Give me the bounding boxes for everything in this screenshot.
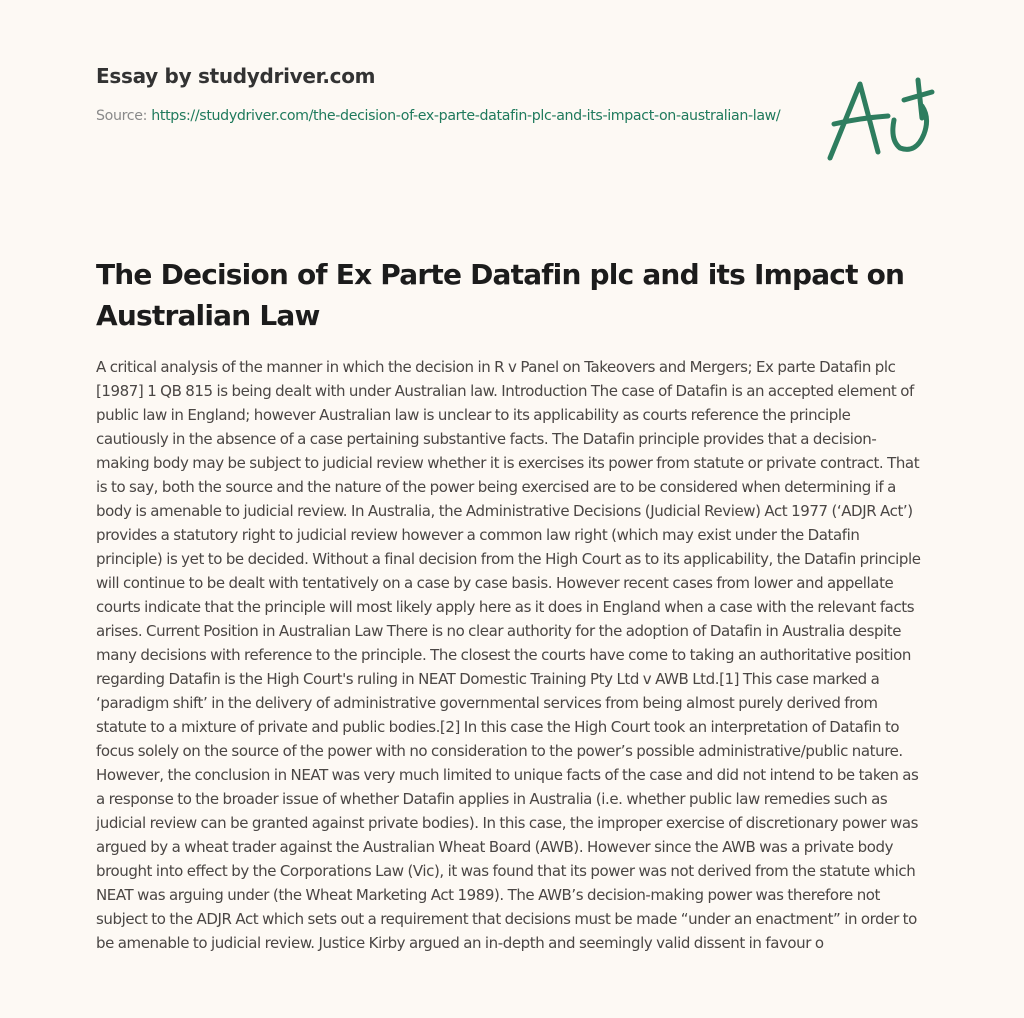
site-header	[96, 64, 796, 128]
article-body: A critical analysis of the manner in which the decision in R v Panel on Takeovers and Mergers; Ex parte Datafin plc [1987] 1 QB 815 is being dealt with under Australian law. Introduction The case of Datafin is an accepted element of public law in England; however Australian law is unclear to its applicability as courts reference the principle cautiously in the absence of a case pertaining substantive facts. The Datafin principle provides that a decision-making body may be subject to judicial review whether it is exercises its power from statute or private contract. That is to say, both the source and the nature of the power being exercised are to be considered when determining if a body is amenable to judicial review. In Australia, the Administrative Decisions (Judicial Review) Act 1977 (‘ADJR Act’) provides a statutory right to judicial review however a common law right (which may exist under the Datafin principle) is yet to be decided. Without a final decision from the High Court as to its applicability, the Datafin principle will continue to be dealt with tentatively on a case by case basis. However recent cases from lower and appellate courts indicate that the principle will most likely apply here as it does in England when a case with the relevant facts arises. Current Position in Australian Law There is no clear authority for the adoption of Datafin in Australia despite many decisions with reference to the principle. The closest the courts have come to taking an authoritative position regarding Datafin is the High Court's ruling in NEAT Domestic Training Pty Ltd v AWB Ltd.[1] This case marked a ‘paradigm shift’ in the delivery of administrative governmental services from being almost purely derived from statute to a mixture of private and public bodies.[2] In this case the High Court took an interpretation of Datafin to focus solely on the source of the power with no consideration to the power’s possible administrative/public nature. However, the conclusion in NEAT was very much limited to unique facts of the case and did not intend to be taken as a response to the broader issue of whether Datafin applies in Australia (i.e. whether public law remedies such as judicial review can be granted against private bodies). In this case, the improper exercise of discretionary power was argued by a wheat trader against the Australian Wheat Board (AWB). However since the AWB was a private body brought into effect by the Corporations Law (Vic), it was found that its power was not derived from the statute which NEAT was arguing under (the Wheat Marketing Act 1989). The AWB’s decision-making power was therefore not subject to the ADJR Act which sets out a requirement that decisions must be made “under an enactment” in order to be amenable to judicial review. Justice Kirby argued an in-depth and seemingly valid dissent in favour o	[96, 358, 921, 952]
source-link[interactable]: https://studydriver.com/the-decision-of-ex-parte-datafin-plc-and-its-impact-on-australian-law/	[151, 108, 781, 124]
brand-title: Essay by studydriver.com	[96, 64, 376, 88]
source-line	[96, 104, 796, 128]
a-plus-grade-icon	[820, 40, 940, 170]
source-label: Source:	[96, 108, 152, 124]
article-title: The Decision of Ex Parte Datafin plc and its Impact on Australian Law	[96, 258, 905, 332]
